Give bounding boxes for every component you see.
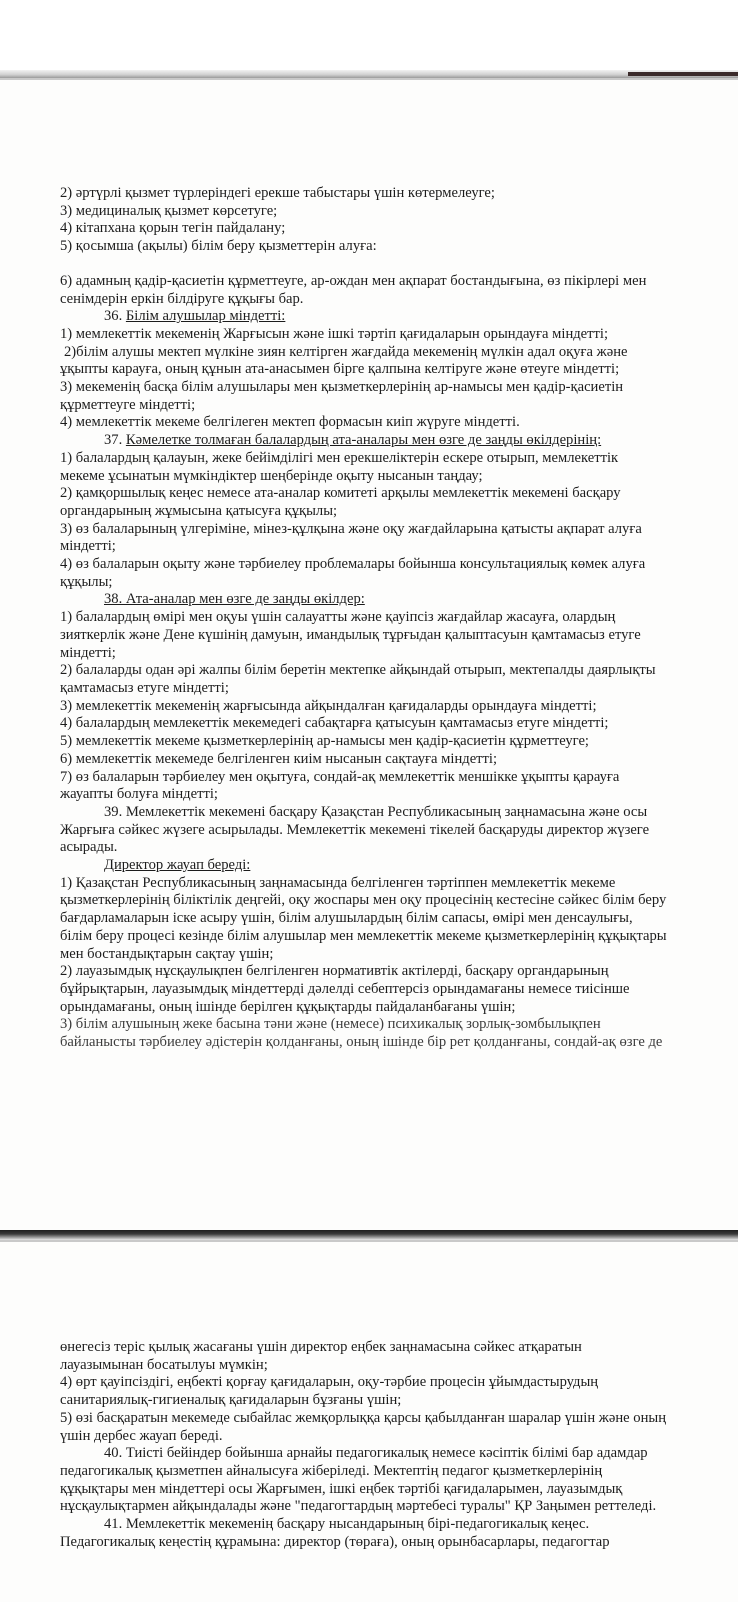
text-line: құқылы;: [60, 573, 113, 590]
text-line: 4) кітапхана қорын тегін пайдалану;: [60, 220, 286, 237]
text-line: байланысты тәрбиелеу әдістерін қолданғаны, оның ішінде бір рет қолданғаны, сондай-ақ өзге де: [60, 1034, 663, 1051]
text-line: сенімдерін еркін білдіруге құқығы бар.: [60, 290, 304, 307]
text-line: 4) өрт қауіпсіздігі, еңбекті қорғау қағидаларын, оқу-тәрбие процесін ұйымдастырудың: [60, 1374, 599, 1391]
text-line: жауапты болуға міндетті;: [60, 786, 218, 803]
text-line: 2) балаларды одан әрі жалпы білім беретін мектепке айқындай отырып, мектепалды даярлықты: [60, 662, 656, 679]
document-page-1: [0, 78, 738, 1232]
text-line: Педагогикалық кеңестің құрамына: директор (төраға), оның орынбасарлары, педагогтар: [60, 1533, 610, 1550]
text-line: 4) балалардың мемлекеттік мекемедегі сабақтарға қатысуын қамтамасыз етуге міндетті;: [60, 715, 609, 732]
text-line: 4) мемлекеттік мекеме белгілеген мектеп формасын киіп жүруге міндетті.: [60, 414, 520, 431]
section-heading-38: 38. Ата-аналар мен өзге де заңды өкілдер:: [104, 591, 365, 608]
text-line: ұқыпты карауға, оның құнын ата-анасымен бірге қалпына келтіруге және өтеуге міндетті;: [60, 361, 620, 378]
section-paragraph-39: 39. Мемлекеттік мекемені басқару Қазақстан Республикасының заңнамасына және осы: [104, 803, 648, 820]
text-line: лауазымынан босатылуы мүмкін;: [60, 1356, 268, 1373]
text-line: 3) медициналық қызмет көрсетуге;: [60, 202, 278, 219]
text-line: 1) балалардың өмірі мен оқуы үшін салауатты және қауіпсіз жағдайлар жасауға, олардың: [60, 609, 616, 626]
text-line: Жарғыға сәйкес жүзеге асырылады. Мемлекеттік мекемені тікелей басқаруды директор жүзеге: [60, 821, 650, 838]
section-paragraph-41: 41. Мемлекеттік мекеменің басқару нысандарының бірі-педагогикалық кеңес.: [104, 1516, 590, 1533]
text-line: санитариялық-гигиеналық қағидаларын бұзғаны үшін;: [60, 1392, 402, 1409]
text-line: 1) балалардың қалауын, жеке бейімділігі мен ерекшеліктерін ескере отырып, мемлекеттік: [60, 449, 619, 466]
text-line: құрметтеуге міндетті;: [60, 396, 196, 413]
text-line: орындамағаны, оның ішінде берілген құқықтарды пайдаланбағаны үшін;: [60, 998, 516, 1015]
text-line: органдарының жұмысына қатысуға құқылы;: [60, 502, 338, 519]
document-page-2: [0, 1240, 738, 1602]
page-2-text: [60, 1339, 738, 1551]
page-separator: [0, 1230, 738, 1240]
page-1-text: [60, 185, 738, 1052]
text-line: бағдарламаларын іске асыру үшін, білім алушылардың білім сапасы, өмірі мен денсаулығы,: [60, 910, 633, 927]
text-line: 3) мекеменің басқа білім алушылары мен қызметкерлерінің ар-намысы мен қадір-қасиетін: [60, 379, 624, 396]
text-line: 4) өз балаларын оқыту және тәрбиелеу проблемалары бойынша консультациялық көмек алуға: [60, 556, 646, 573]
section-heading-36: 36. Білім алушылар міндетті:: [104, 308, 286, 325]
text-line: мен бостандықтарын сақтау үшін;: [60, 945, 274, 962]
text-line: міндетті;: [60, 538, 116, 555]
section-paragraph-40: 40. Тиісті бейіндер бойынша арнайы педагогикалық немесе кәсіптік білімі бар адамдар: [104, 1445, 648, 1462]
text-line: 3) білім алушының жеке басына тәни және (немесе) психикалық зорлық-зомбылықпен: [60, 1016, 601, 1033]
text-line: нұсқаулықтармен айқындалады және "педагогтардың мәртебесі туралы" ҚР Заңымен реттеледі.: [60, 1498, 657, 1515]
text-line: 2) әртүрлі қызмет түрлеріндегі ерекше табыстары үшін көтермелеуге;: [60, 185, 495, 201]
text-line: қызметкерлерінің біліктілік деңгейі, оқу жоспары мен оқу процесінің кестесіне сәйкес білім беру: [60, 892, 667, 909]
director-heading: Директор жауап береді:: [104, 857, 251, 874]
text-line: 6) адамның қадір-қасиетін құрметтеуге, ар-ождан мен ақпарат бостандығына, өз пікірлері мен: [60, 272, 647, 289]
section-heading-37: 37. Кәмелетке толмаған балалардың ата-аналары мен өзге де заңды өкілдерінің:: [104, 432, 602, 449]
text-line: мекеме ұсынатын мүмкіндіктер шеңберінде оқыту нысанын таңдау;: [60, 467, 483, 484]
text-line: 5) қосымша (ақылы) білім беру қызметтерін алуға:: [60, 238, 377, 255]
text-line: асырады.: [60, 839, 118, 856]
text-line: 7) өз балаларын тәрбиелеу мен оқытуға, сондай-ақ мемлекеттік меншікке ұқыпты қарауға: [60, 768, 620, 785]
text-line: 2) лауазымдық нұсқаулықпен белгіленген нормативтік актілерді, басқару органдарының: [60, 963, 609, 980]
text-line: 2) қамқоршылық кеңес немесе ата-аналар комитеті арқылы мемлекеттік мекемені басқару: [60, 485, 621, 502]
text-line: 6) мемлекеттік мекемеде белгіленген киім нысанын сақтауға міндетті;: [60, 750, 498, 767]
text-line: үшін дербес жауап береді.: [60, 1427, 223, 1444]
text-line: зияткерлік және Дене күшінің дамуын, имандылық тұрғыдан қалыптасуын қамтамасыз етуге: [60, 626, 641, 643]
text-line: 5) мемлекеттік мекеме қызметкерлерінің ар-намысы мен қадір-қасиетін құрметтеуге;: [60, 733, 589, 750]
text-line: қамтамасыз етуге міндетті;: [60, 679, 229, 696]
text-line: 1) мемлекеттік мекеменің Жарғысын және ішкі тәртіп қағидаларын орындауға міндетті;: [60, 325, 609, 342]
text-line: 5) өзі басқаратын мекемеде сыбайлас жемқорлыққа қарсы қабылданған шаралар үшін және оның: [60, 1409, 667, 1426]
text-line: 1) Қазақстан Республикасының заңнамасында белгіленген тәртіппен мемлекеттік мекеме: [60, 874, 616, 891]
text-line: құқықтары мен міндеттері осы Жарғымен, ішкі еңбек тәртібі қағидаларымен, лауазымдық: [60, 1480, 623, 1497]
text-line: өнегесіз теріс қылық жасағаны үшін директор еңбек заңнамасына сәйкес атқаратын: [60, 1339, 582, 1355]
text-line: міндетті;: [60, 644, 116, 661]
scan-top-edge: [0, 70, 738, 78]
text-line: бұйрықтарын, лауазымдық міндеттерді дәлелді себептерсіз орындамағаны немесе тиісінше: [60, 980, 630, 997]
text-line: 3) мемлекеттік мекеменің жарғысында айқындалған қағидаларды орындауға міндетті;: [60, 697, 597, 714]
text-line: 2)білім алушы мектеп мүлкіне зиян келтірген жағдайда мекеменің мүлкін адал оқуға және: [64, 343, 628, 360]
text-line: білім беру процесі кезінде білім алушылар мен мемлекеттік мекеме қызметкерлерінің құқықтары: [60, 927, 667, 944]
blank-line: [60, 256, 738, 273]
text-line: педагогикалық қызметпен айналысуға жіберіледі. Мектептің педагог қызметкерлерінің: [60, 1462, 603, 1479]
text-line: 3) өз балаларының үлгеріміне, мінез-құлқына және оқу жағдайларына қатысты ақпарат алуға: [60, 520, 642, 537]
